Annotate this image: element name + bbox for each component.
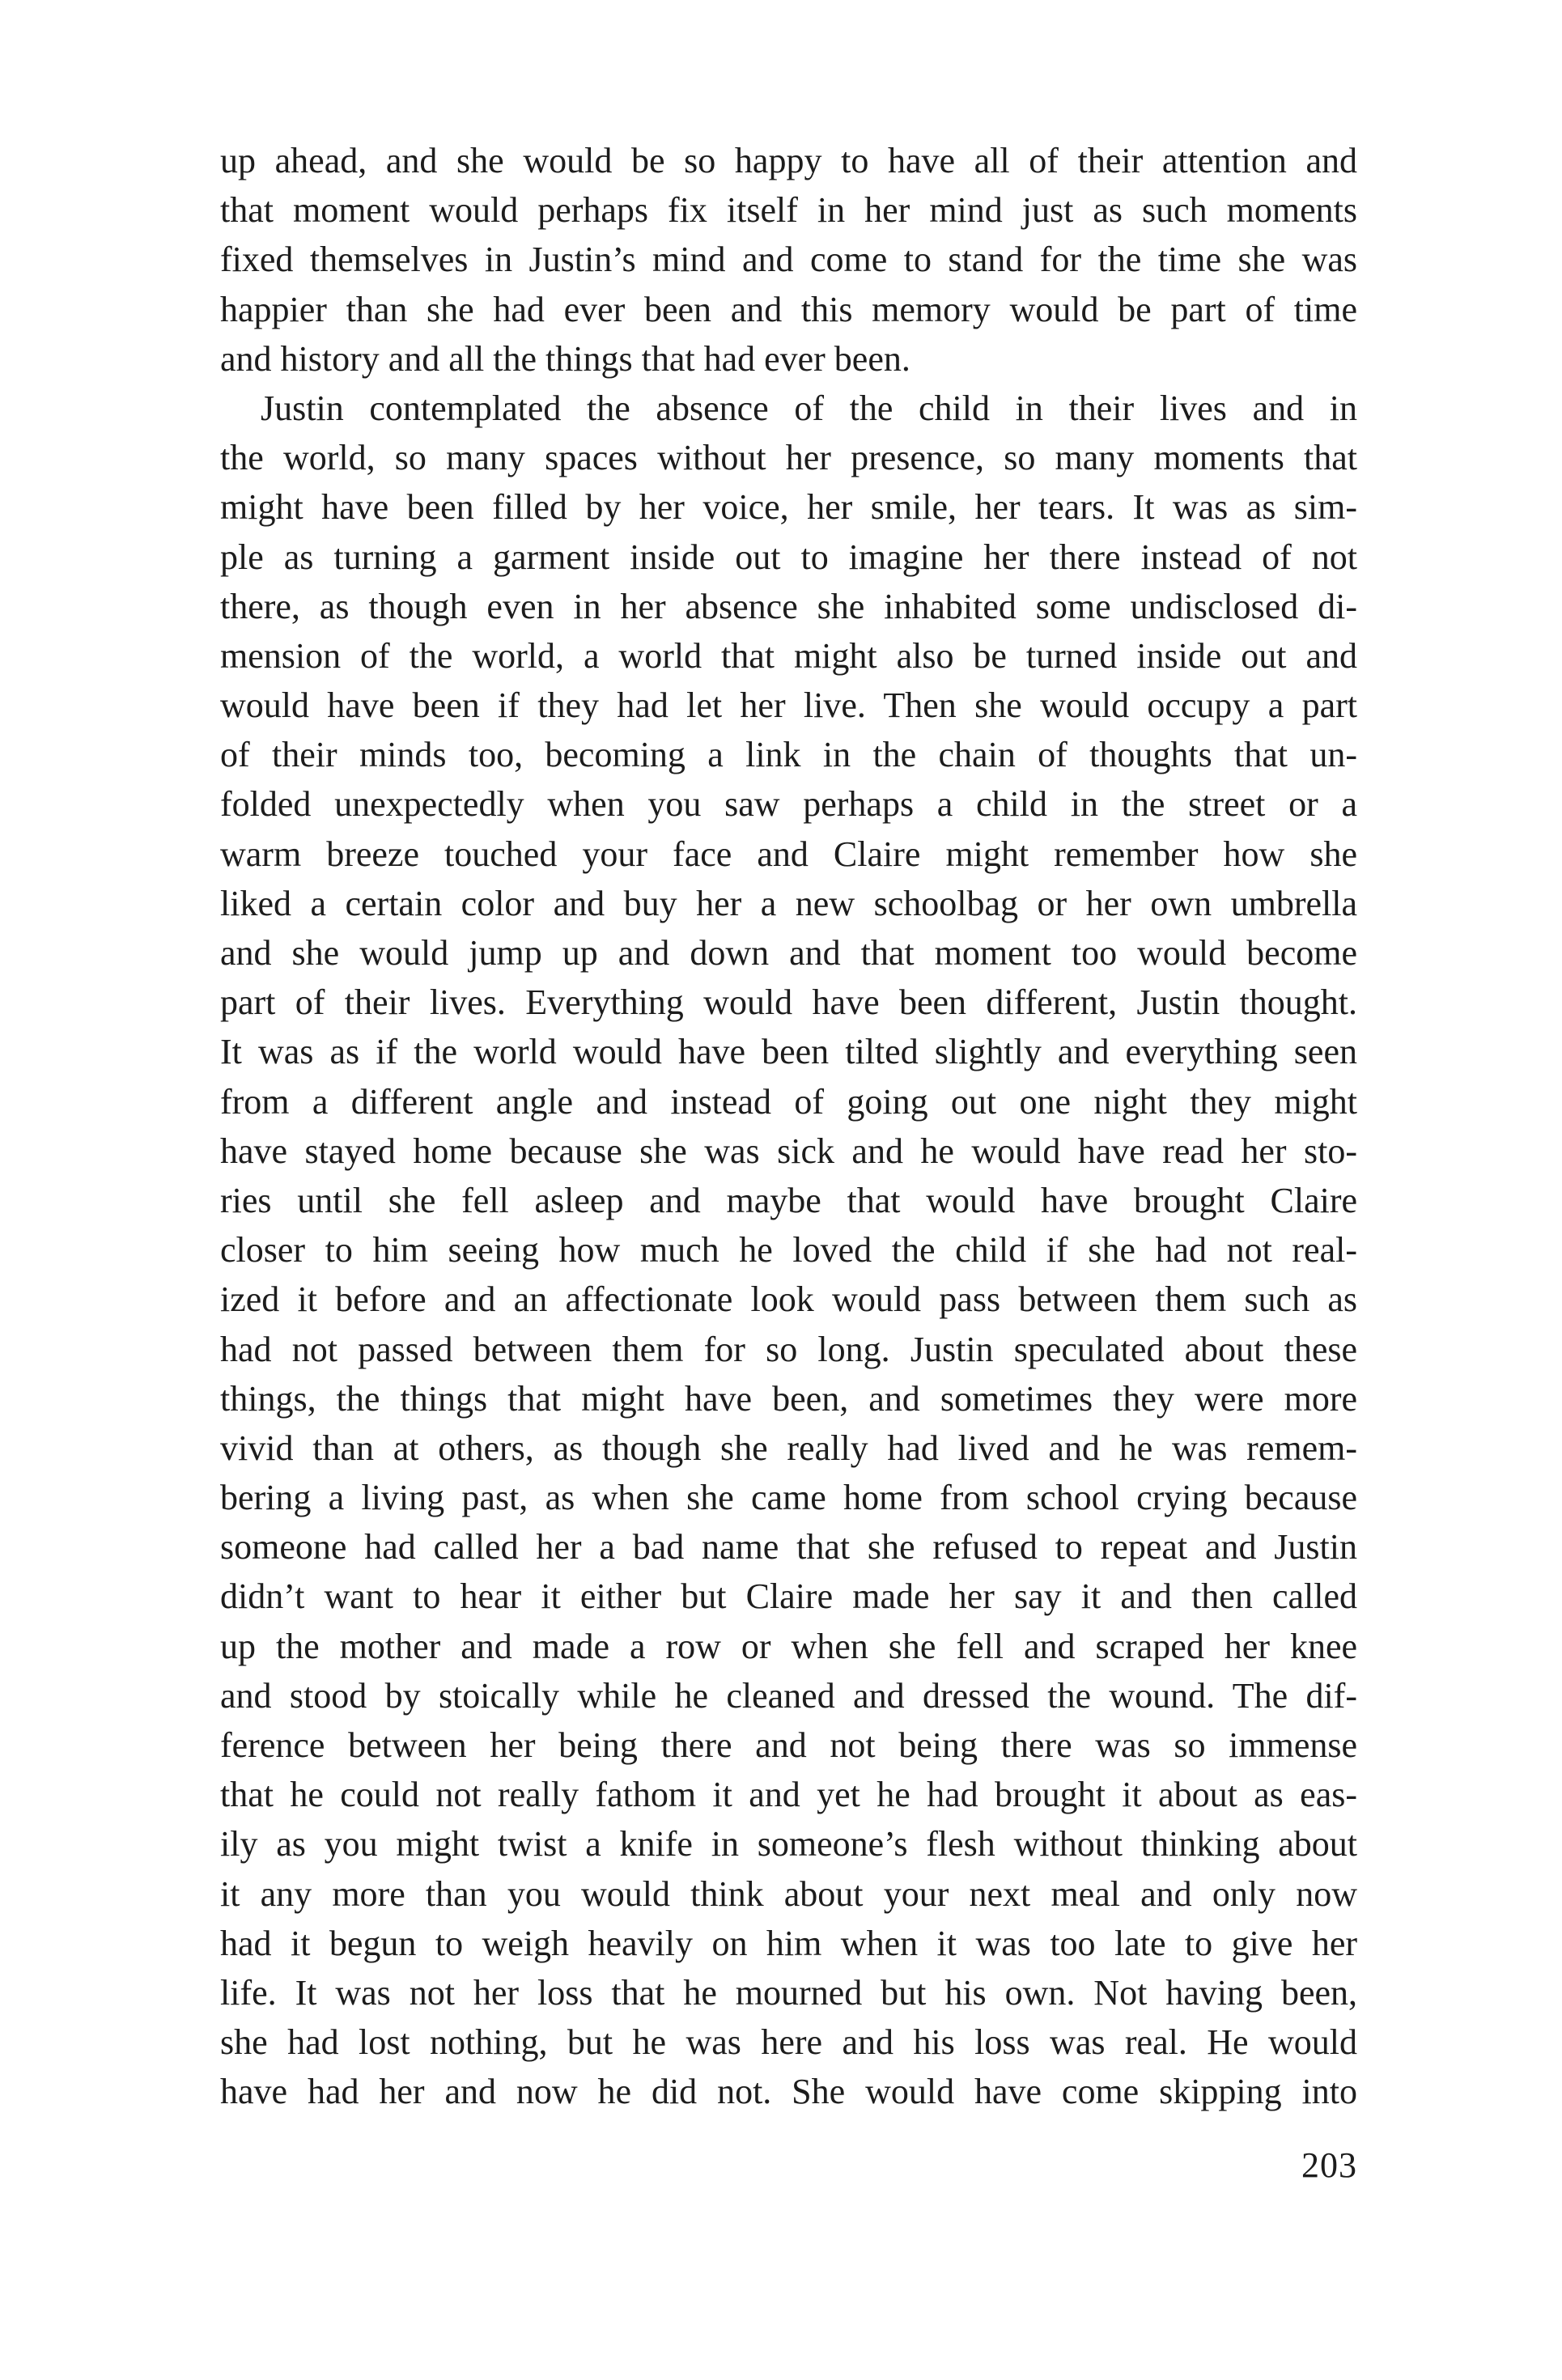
text-line: warm breeze touched your face and Claire might remember how she bbox=[220, 834, 1357, 874]
text-line: have stayed home because she was sick and he would have read her sto- bbox=[220, 1131, 1357, 1171]
text-line: ized it before and an affectionate look would pass between them such as bbox=[220, 1279, 1357, 1320]
text-line: the world, so many spaces without her presence, so many moments that bbox=[220, 438, 1357, 478]
text-line: up ahead, and she would be so happy to have all of their attention and bbox=[220, 141, 1357, 180]
text-line: that he could not really fathom it and yet he had brought it about as eas- bbox=[220, 1775, 1357, 1815]
text-line: didn’t want to hear it either but Claire made her say it and then called bbox=[220, 1576, 1357, 1617]
text-line: and she would jump up and down and that moment too would become bbox=[220, 933, 1357, 973]
text-line: might have been filled by her voice, her smile, her tears. It was as sim- bbox=[220, 487, 1357, 528]
text-line: someone had called her a bad name that she refused to repeat and Justin bbox=[220, 1527, 1357, 1568]
text-line: vivid than at others, as though she really had lived and he was remem- bbox=[220, 1428, 1357, 1468]
text-line: It was as if the world would have been tilted slightly and everything seen bbox=[220, 1032, 1357, 1072]
body-text bbox=[220, 136, 1357, 2117]
text-line: of their minds too, becoming a link in the chain of thoughts that un- bbox=[220, 735, 1357, 775]
text-line: had not passed between them for so long. Justin speculated about these bbox=[220, 1329, 1357, 1369]
text-line: she had lost nothing, but he was here and his loss was real. He would bbox=[220, 2022, 1357, 2063]
text-line: fixed themselves in Justin’s mind and come to stand for the time she was bbox=[220, 240, 1357, 280]
text-line: bering a living past, as when she came home from school crying because bbox=[220, 1478, 1357, 1518]
text-line: and stood by stoically while he cleaned and dressed the wound. The dif- bbox=[220, 1675, 1357, 1716]
text-line: up the mother and made a row or when she fell and scraped her knee bbox=[220, 1626, 1357, 1666]
paragraph-2 bbox=[220, 384, 1357, 2117]
text-line: would have been if they had let her live. Then she would occupy a part bbox=[220, 685, 1357, 726]
text-line: there, as though even in her absence she inhabited some undisclosed di- bbox=[220, 586, 1357, 626]
text-line: mension of the world, a world that might also be turned inside out and bbox=[220, 635, 1357, 676]
text-line: closer to him seeing how much he loved the child if she had not real- bbox=[220, 1230, 1357, 1271]
text-line: from a different angle and instead of going out one night they might bbox=[220, 1081, 1357, 1122]
text-line: things, the things that might have been, and sometimes they were more bbox=[220, 1378, 1357, 1419]
text-line: part of their lives. Everything would have been different, Justin thought. bbox=[220, 982, 1357, 1023]
paragraph-1 bbox=[220, 136, 1357, 384]
page-number: 203 bbox=[1301, 2145, 1357, 2185]
text-line: life. It was not her loss that he mourned but his own. Not having been, bbox=[220, 1972, 1357, 2013]
text-line: ple as turning a garment inside out to imagine her there instead of not bbox=[220, 537, 1357, 577]
text-line: liked a certain color and buy her a new schoolbag or her own umbrella bbox=[220, 883, 1357, 923]
text-line: and history and all the things that had ever been. bbox=[220, 338, 910, 379]
text-line: Justin contemplated the absence of the child in their lives and in bbox=[261, 388, 1357, 428]
text-line: ference between her being there and not being there was so immense bbox=[220, 1725, 1357, 1765]
text-line: folded unexpectedly when you saw perhaps a child in the street or a bbox=[220, 784, 1357, 825]
text-line: it any more than you would think about your next meal and only now bbox=[220, 1873, 1357, 1914]
text-line: that moment would perhaps fix itself in her mind just as such moments bbox=[220, 190, 1357, 231]
text-line: had it begun to weigh heavily on him when it was too late to give her bbox=[220, 1923, 1357, 1963]
text-line: ries until she fell asleep and maybe that would have brought Claire bbox=[220, 1180, 1357, 1220]
text-line: ily as you might twist a knife in someone’s flesh without thinking about bbox=[220, 1824, 1357, 1865]
text-line: happier than she had ever been and this memory would be part of time bbox=[220, 289, 1357, 329]
text-line: have had her and now he did not. She would have come skipping into bbox=[220, 2072, 1357, 2112]
